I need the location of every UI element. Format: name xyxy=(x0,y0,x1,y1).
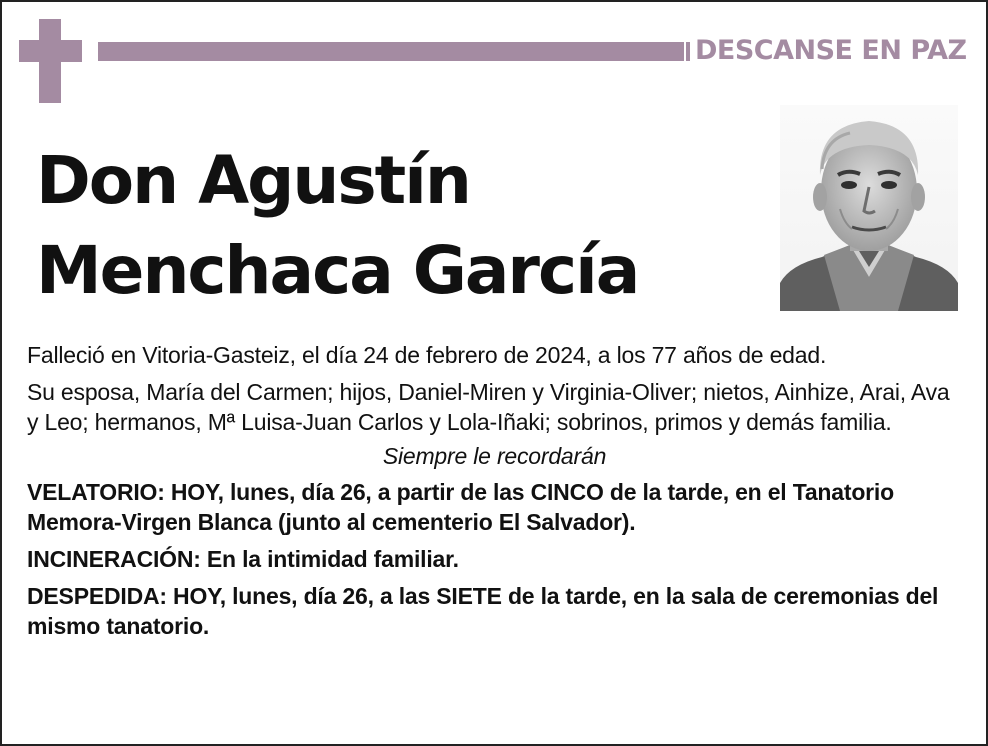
name-line-1: Don Agustín xyxy=(36,142,470,219)
cross-horizontal-bar xyxy=(19,40,82,62)
cremation-info: INCINERACIÓN: En la intimidad familiar. xyxy=(27,546,459,572)
farewell-info: DESPEDIDA: HOY, lunes, día 26, a las SIETE de la tarde, en la sala de ceremonias del mismo tanatorio. xyxy=(27,583,939,639)
banner-title: DESCANSE EN PAZ xyxy=(695,35,967,66)
family-list: Su esposa, María del Carmen; hijos, Daniel-Miren y Virginia-Oliver; nietos, Ainhize, Arai, Ava y Leo; hermanos, Mª Luisa-Juan Carlos y Lola-Iñaki; sobrinos, primos y demás familia. xyxy=(27,379,950,435)
portrait-photo xyxy=(780,105,958,311)
deceased-name xyxy=(36,136,638,316)
header-rule-end xyxy=(686,42,690,61)
notice-body xyxy=(27,340,962,648)
header-rule xyxy=(98,42,684,61)
wake-info: VELATORIO: HOY, lunes, día 26, a partir de las CINCO de la tarde, en el Tanatorio Memora-Virgen Blanca (junto al cementerio El Salvador). xyxy=(27,479,894,535)
remembrance-line: Siempre le recordarán xyxy=(382,443,607,469)
death-notice: Falleció en Vitoria-Gasteiz, el día 24 de febrero de 2024, a los 77 años de edad. xyxy=(27,342,827,368)
name-line-2: Menchaca García xyxy=(36,232,639,309)
